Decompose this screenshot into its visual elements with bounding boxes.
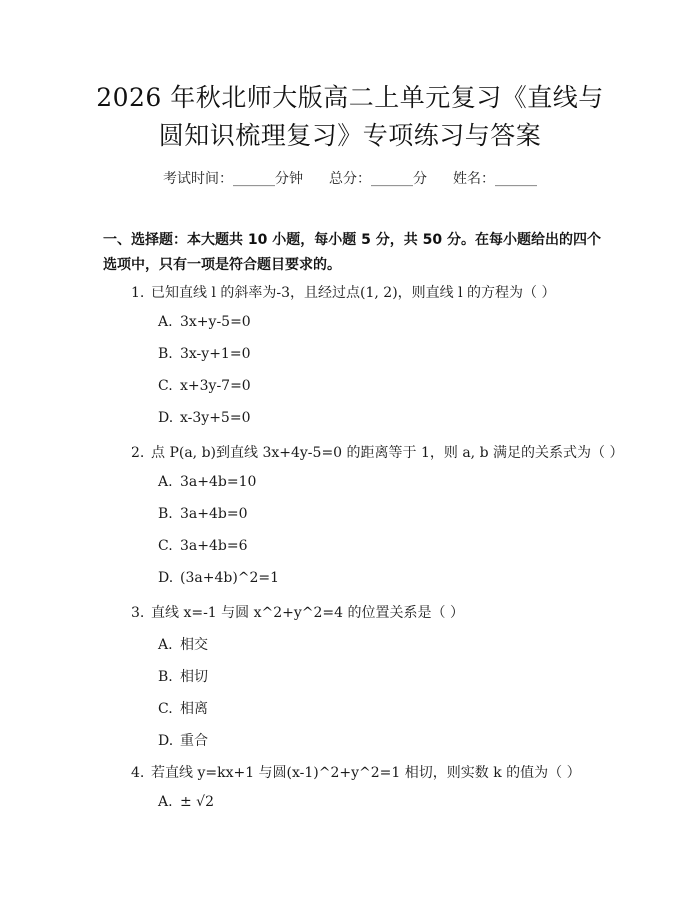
exam-time-field: 考试时间：______分钟 (163, 171, 303, 187)
question-text: 已知直线 l 的斜率为-3，且经过点(1, 2)，则直线 l 的方程为（ ） (151, 285, 556, 301)
option-text: x-3y+5=0 (180, 410, 251, 426)
question-1-option-b (158, 346, 250, 362)
option-letter: B. (158, 506, 173, 522)
question-text: 点 P(a, b)到直线 3x+4y-5=0 的距离等于 1，则 a, b 满足的关系式为（ ） (151, 445, 624, 461)
option-text: 相切 (180, 669, 208, 685)
option-letter: C. (158, 701, 173, 717)
question-text: 直线 x=-1 与圆 x^2+y^2=4 的位置关系是（ ） (151, 605, 464, 621)
option-letter: D. (158, 410, 174, 426)
option-text: 3x+y-5=0 (180, 314, 251, 330)
option-text: 相交 (180, 637, 208, 653)
question-3-stem (131, 602, 464, 622)
option-letter: D. (158, 733, 174, 749)
option-letter: B. (158, 346, 173, 362)
document-title-line-2: 圆知识梳理复习》专项练习与答案 (158, 121, 542, 150)
question-2-option-c (158, 538, 248, 554)
question-2-option-d (158, 570, 279, 586)
option-letter: B. (158, 669, 173, 685)
question-3-option-c (158, 698, 208, 718)
option-text: 3a+4b=0 (180, 506, 248, 522)
question-text: 若直线 y=kx+1 与圆(x-1)^2+y^2=1 相切，则实数 k 的值为（ ） (151, 765, 581, 781)
option-letter: C. (158, 538, 173, 554)
question-2-stem (131, 442, 623, 462)
exam-info-row (0, 168, 700, 188)
option-text: ± √2 (180, 794, 215, 810)
option-text: 3a+4b=10 (180, 474, 257, 490)
question-3-option-a (158, 634, 208, 654)
question-1-stem (131, 282, 555, 302)
option-letter: D. (158, 570, 174, 586)
option-letter: A. (158, 794, 173, 810)
question-number: 2. (131, 445, 145, 461)
question-1-option-c (158, 378, 251, 394)
question-number: 3. (131, 605, 145, 621)
question-1-option-a (158, 314, 251, 330)
question-number: 1. (131, 285, 145, 301)
question-number: 4. (131, 765, 145, 781)
question-4-option-a (158, 794, 214, 810)
option-text: x+3y-7=0 (180, 378, 251, 394)
option-letter: A. (158, 474, 173, 490)
question-3-option-d (158, 730, 208, 750)
question-1-option-d (158, 410, 250, 426)
option-text: 3x-y+1=0 (180, 346, 251, 362)
option-letter: A. (158, 637, 173, 653)
option-text: 3a+4b=6 (180, 538, 248, 554)
option-letter: A. (158, 314, 173, 330)
section-heading: 一、选择题：本大题共 10 小题，每小题 5 分，共 50 分。在每小题给出的四个选项中，只有一项是符合题目要求的。 (103, 232, 601, 273)
document-title-line-1: 2026 年秋北师大版高二上单元复习《直线与 (96, 83, 604, 112)
question-4-stem (131, 762, 581, 782)
question-3-option-b (158, 666, 208, 686)
total-score-field: 总分：______分 (329, 171, 427, 187)
student-name-field: 姓名：______ (453, 171, 537, 187)
option-text: 重合 (180, 733, 208, 749)
question-2-option-a (158, 474, 256, 490)
option-text: 相离 (180, 701, 208, 717)
question-2-option-b (158, 506, 248, 522)
option-text: (3a+4b)^2=1 (180, 570, 280, 586)
option-letter: C. (158, 378, 173, 394)
